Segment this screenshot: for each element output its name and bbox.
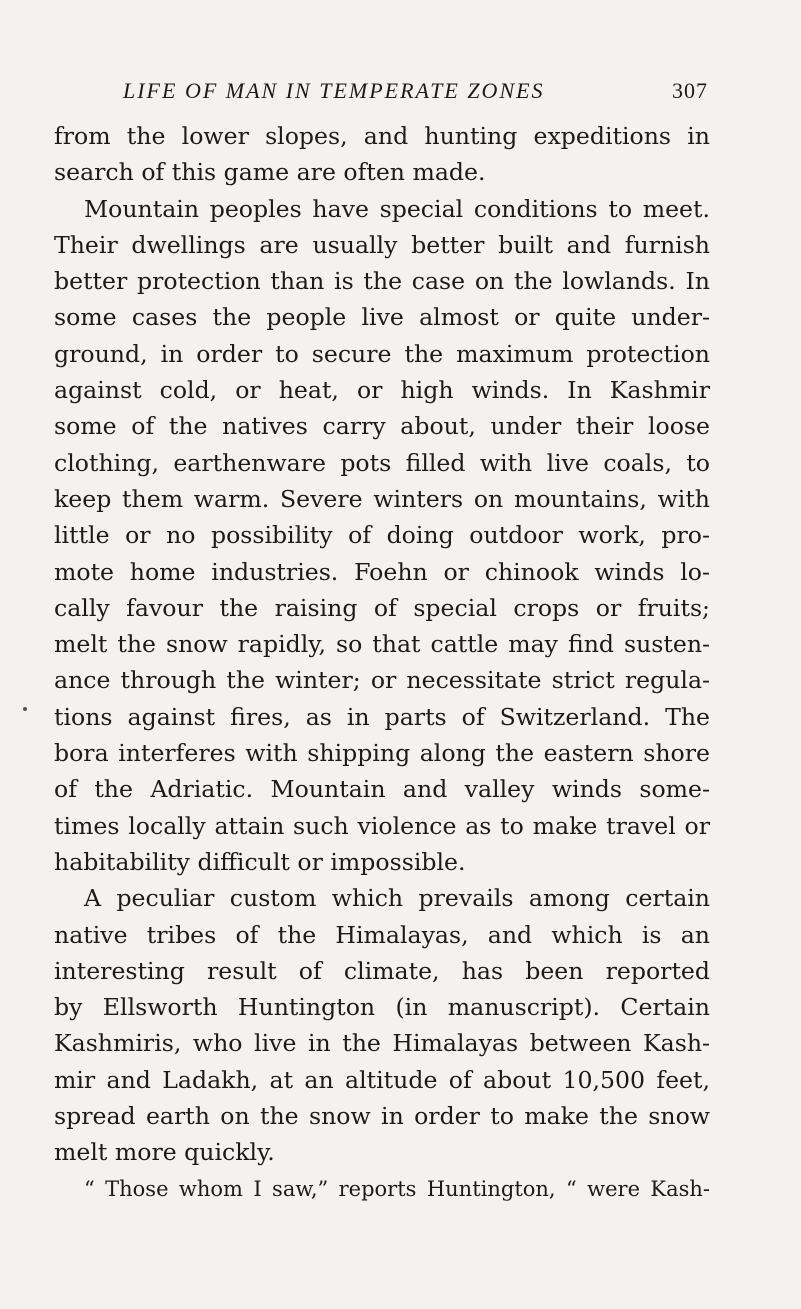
text-line: melt the snow rapidly, so that cattle may find susten- — [54, 630, 710, 659]
text-line: some cases the people live almost or quite under- — [54, 303, 710, 332]
text-line: clothing, earthenware pots filled with live coals, to — [54, 448, 710, 477]
text-line: mir and Ladakh, at an altitude of about 10,500 feet, — [54, 1065, 710, 1094]
text-line: by Ellsworth Huntington (in manuscript). Certain — [54, 993, 710, 1022]
text-line: bora interferes with shipping along the eastern shore — [54, 739, 710, 768]
text-line: melt more quickly. — [54, 1138, 275, 1167]
text-line: Mountain peoples have special conditions to meet. — [84, 194, 710, 223]
text-line: cally favour the raising of special crops or fruits; — [54, 593, 710, 622]
margin-mark — [23, 707, 27, 711]
text-line: ance through the winter; or necessitate strict regula- — [54, 666, 710, 695]
text-line: habitability difficult or impossible. — [54, 847, 466, 876]
text-line: against cold, or heat, or high winds. In Kashmir — [54, 376, 710, 405]
text-line: search of this game are often made. — [54, 158, 486, 187]
text-line: from the lower slopes, and hunting expeditions in — [54, 122, 710, 150]
text-line: times locally attain such violence as to make travel or — [54, 811, 710, 840]
text-line: ground, in order to secure the maximum protection — [54, 339, 710, 368]
text-line: tions against fires, as in parts of Switzerland. The — [54, 702, 710, 731]
text-line: of the Adriatic. Mountain and valley winds some- — [54, 775, 710, 804]
text-line: A peculiar custom which prevails among certain — [84, 884, 710, 913]
text-line: native tribes of the Himalayas, and which is an — [54, 920, 710, 949]
body-text — [54, 118, 710, 1207]
text-line: keep them warm. Severe winters on mountains, with — [54, 484, 710, 513]
running-title: LIFE OF MAN IN TEMPERATE ZONES — [123, 78, 545, 103]
text-line: Their dwellings are usually better built and furnish — [54, 230, 710, 259]
page-number: 307 — [672, 78, 708, 103]
text-line: some of the natives carry about, under their loose — [54, 412, 710, 441]
text-line: little or no possibility of doing outdoor work, pro- — [54, 521, 710, 550]
text-line: interesting result of climate, has been reported — [54, 956, 710, 985]
text-line: better protection than is the case on the lowlands. In — [54, 267, 710, 296]
text-line: mote home industries. Foehn or chinook winds lo- — [54, 557, 710, 586]
text-line: “ Those whom I saw,” reports Huntington, “ were Kash- — [84, 1176, 710, 1201]
text-line: spread earth on the snow in order to make the snow — [54, 1102, 710, 1131]
text-line: Kashmiris, who live in the Himalayas between Kash- — [54, 1029, 710, 1058]
running-head — [123, 75, 708, 107]
